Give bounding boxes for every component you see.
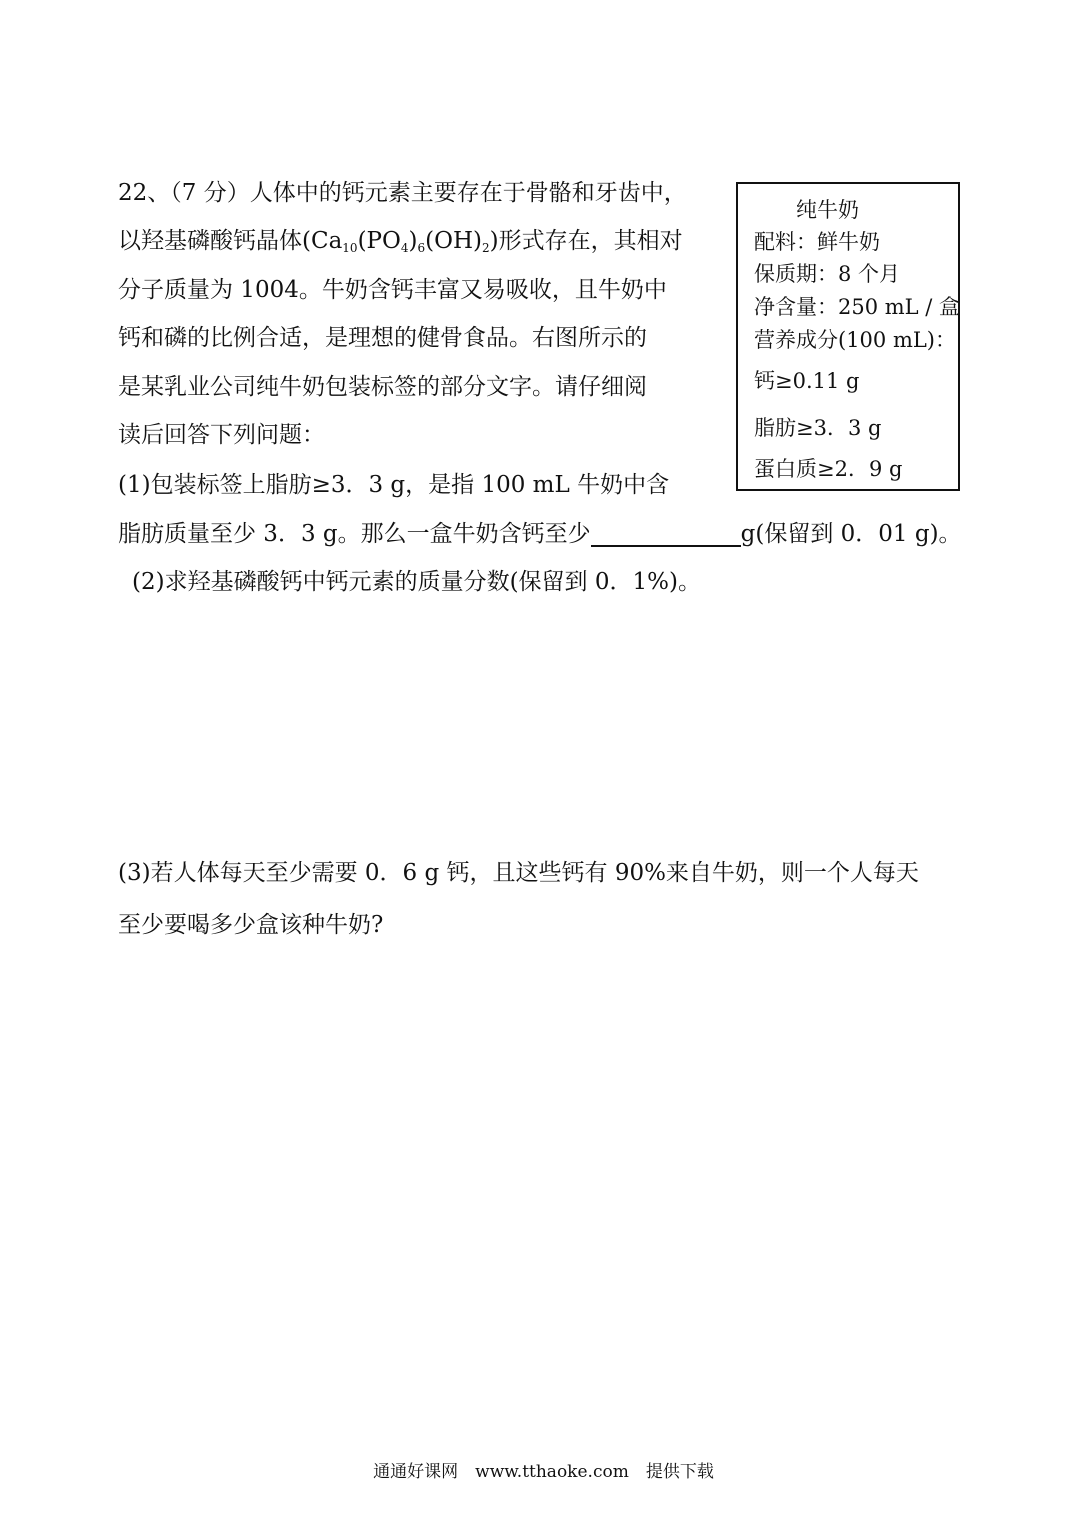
label-ingredients: 配料：鲜牛奶: [754, 230, 880, 254]
question-intro-line-5: 是某乳业公司纯牛奶包装标签的部分文字。请仔细阅: [118, 374, 647, 400]
question-intro-line-6: 读后回答下列问题：: [118, 422, 325, 448]
label-calcium: 钙≥0.11 g: [754, 369, 860, 393]
part-3-line-2: 至少要喝多少盒该种牛奶?: [118, 912, 384, 938]
question-number: 22、（7 分）: [118, 180, 250, 206]
milk-package-label: [736, 182, 960, 491]
label-protein: 蛋白质≥2．9 g: [754, 457, 903, 481]
part-1-line-1: (1)包装标签上脂肪≥3．3 g，是指 100 mL 牛奶中含: [118, 472, 670, 498]
page-footer: 通通好课网 www.tthaoke.com 提供下载: [373, 1462, 714, 1482]
label-title: 纯牛奶: [796, 198, 859, 222]
label-shelf-life: 保质期：8 个月: [754, 262, 901, 286]
question-intro-line-1: 22、（7 分）人体中的钙元素主要存在于骨骼和牙齿中，: [118, 180, 687, 206]
answer-blank[interactable]: [591, 521, 741, 547]
label-nutrition: 营养成分(100 mL)：: [754, 328, 957, 352]
label-fat: 脂肪≥3．3 g: [754, 416, 882, 440]
part-1-line-2: 脂肪质量至少 3．3 g。那么一盒牛奶含钙至少 g(保留到 0．01 g)。: [118, 521, 962, 547]
label-net-content: 净含量：250 mL / 盒: [754, 295, 961, 319]
question-intro-line-2: 以羟基磷酸钙晶体$(Ca_{10}(PO_4)_6(OH)_2)$形式存在，其相对: [118, 228, 683, 255]
part-2: (2)求羟基磷酸钙中钙元素的质量分数(保留到 0．1%)。: [132, 569, 701, 595]
part-3-line-1: (3)若人体每天至少需要 0．6 g 钙，且这些钙有 90%来自牛奶，则一个人每天: [118, 860, 919, 886]
question-intro-line-4: 钙和磷的比例合适，是理想的健骨食品。右图所示的: [118, 325, 647, 351]
question-intro-line-3: 分子质量为 1004。牛奶含钙丰富又易吸收，且牛奶中: [118, 277, 667, 303]
